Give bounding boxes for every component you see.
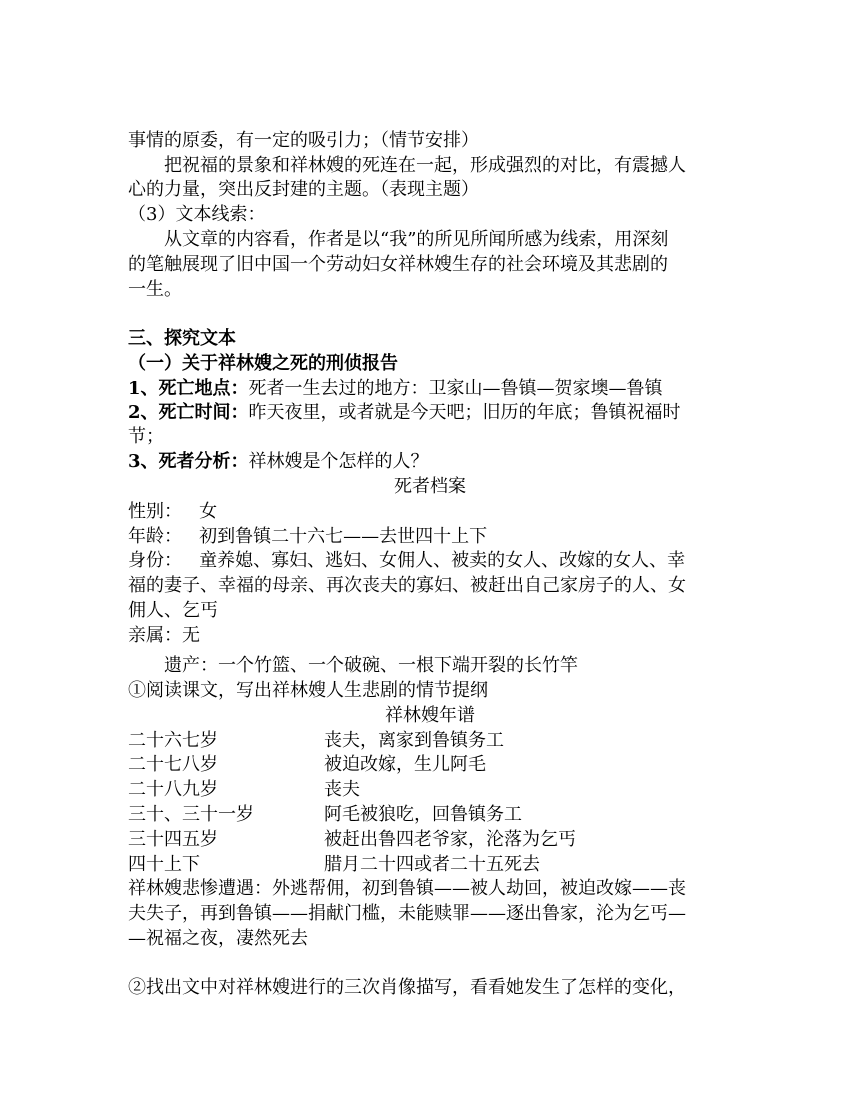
timeline-age: 四十上下	[128, 854, 200, 875]
timeline-event: 丧夫，离家到鲁镇务工	[324, 730, 504, 751]
report-item-analysis	[128, 450, 748, 474]
paragraph-line: 节；	[128, 426, 164, 447]
timeline-age: 二十七八岁	[128, 754, 218, 775]
timeline-title: 祥林嫂年谱	[385, 705, 475, 726]
paragraph-line: 心的力量，突出反封建的主题。（表现主题）	[128, 179, 479, 200]
question-1: ①阅读课文，写出祥林嫂人生悲剧的情节提纲	[128, 680, 488, 701]
summary-line: 夫失子，再到鲁镇——捐献门槛，未能赎罪——逐出鲁家，沦为乞丐—	[128, 903, 686, 924]
item-text: 死者一生去过的地方：卫家山—鲁镇—贺家墺—鲁镇	[248, 378, 663, 399]
profile-relatives: 亲属：无	[128, 625, 200, 646]
paragraph-line: 的笔触展现了旧中国一个劳动妇女祥林嫂生存的社会环境及其悲剧的	[128, 254, 668, 275]
timeline-age: 二十六七岁	[128, 730, 218, 751]
timeline-row	[128, 853, 748, 877]
timeline-row	[128, 753, 748, 777]
subsection-heading: （3）文本线索：	[128, 204, 266, 225]
timeline-event: 丧夫	[324, 779, 360, 800]
report-item-location	[128, 377, 748, 401]
paragraph-line: 一生。	[128, 279, 182, 300]
timeline-age: 三十、三十一岁	[128, 804, 254, 825]
item-label: 1、死亡地点：	[128, 378, 249, 399]
timeline-age: 二十八九岁	[128, 779, 218, 800]
summary-line: —祝福之夜，凄然死去	[128, 928, 308, 949]
timeline-row	[128, 778, 748, 802]
timeline-event: 被迫改嫁，生儿阿毛	[324, 754, 486, 775]
profile-title: 死者档案	[394, 476, 466, 497]
item-text: 昨天夜里，或者就是今天吧；旧历的年底；鲁镇祝福时	[248, 402, 681, 423]
profile-estate: 遗产：一个竹篮、一个破碗、一根下端开裂的长竹竿	[164, 655, 578, 676]
paragraph-line: 把祝福的景象和祥林嫂的死连在一起，形成强烈的对比，有震撼人	[164, 155, 686, 176]
timeline-age: 三十四五岁	[128, 829, 218, 850]
profile-age: 年龄： 初到鲁镇二十六七——去世四十上下	[128, 526, 488, 547]
item-text: 祥林嫂是个怎样的人？	[248, 451, 429, 472]
timeline-event: 腊月二十四或者二十五死去	[324, 854, 540, 875]
paragraph-line: 佣人、乞丐	[128, 600, 218, 621]
paragraph-line: 事情的原委，有一定的吸引力；（情节安排）	[128, 130, 479, 151]
timeline-event: 被赶出鲁四老爷家，沦落为乞丐	[324, 829, 576, 850]
profile-identity: 身份： 童养媳、寡妇、逃妇、女佣人、被卖的女人、改嫁的女人、幸	[128, 550, 686, 571]
paragraph-line: 从文章的内容看，作者是以“我”的所见所闻所感为线索，用深刻	[164, 229, 669, 250]
profile-gender: 性别： 女	[128, 501, 218, 522]
report-item-time	[128, 401, 748, 425]
timeline-row	[128, 828, 748, 852]
item-label: 3、死者分析：	[128, 451, 249, 472]
timeline-row	[128, 729, 748, 753]
subsection-heading: （一）关于祥林嫂之死的刑侦报告	[128, 353, 398, 374]
section-heading: 三、探究文本	[128, 328, 236, 349]
timeline-row	[128, 803, 748, 827]
paragraph-line: 福的妻子、幸福的母亲、再次丧夫的寡妇、被赶出自己家房子的人、女	[128, 575, 686, 596]
question-2: ②找出文中对祥林嫂进行的三次肖像描写，看看她发生了怎样的变化，	[128, 977, 686, 998]
summary-line: 祥林嫂悲惨遭遇：外逃帮佣，初到鲁镇——被人劫回，被迫改嫁——丧	[128, 878, 686, 899]
item-label: 2、死亡时间：	[128, 402, 249, 423]
timeline-event: 阿毛被狼吃，回鲁镇务工	[324, 804, 522, 825]
